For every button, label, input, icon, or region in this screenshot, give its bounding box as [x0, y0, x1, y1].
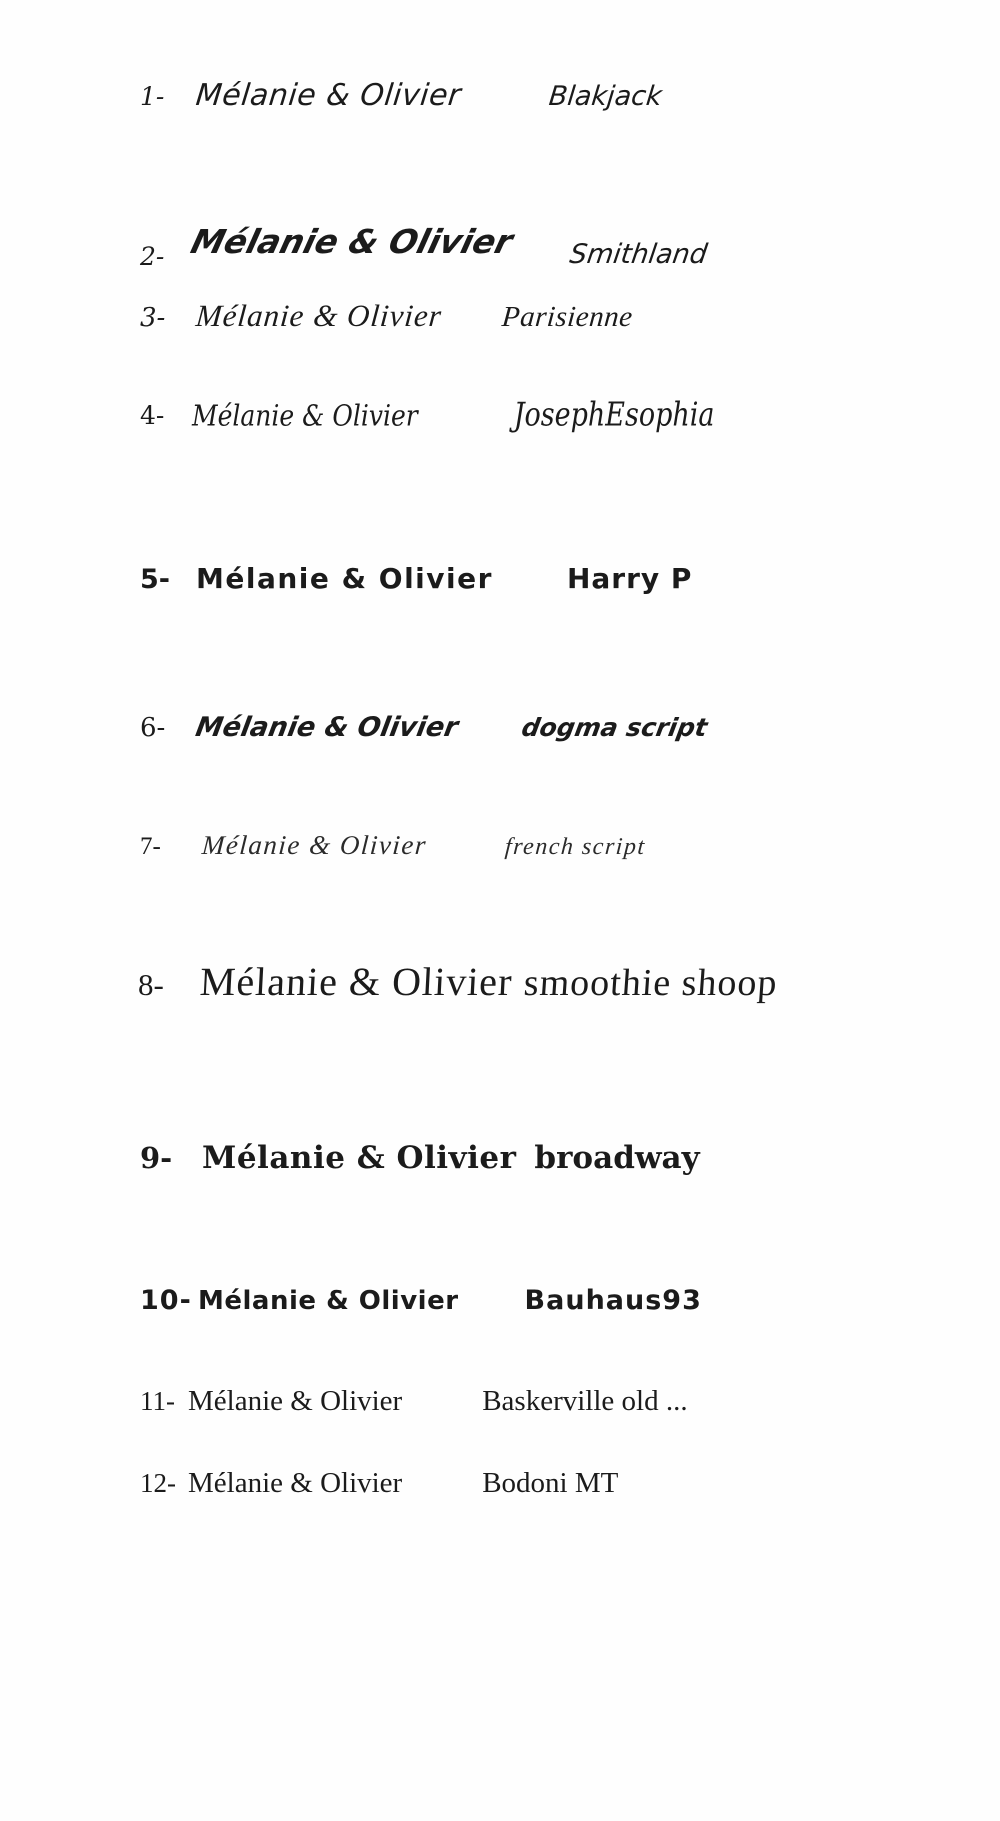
row-number: 1- — [140, 82, 165, 111]
sample-text: Mélanie & Olivier — [200, 830, 429, 860]
font-name-label: smoothie shoop — [523, 962, 780, 1004]
row-number: 7- — [140, 833, 161, 860]
sample-text: Mélanie & Olivier — [202, 1140, 517, 1176]
row-number: 5- — [140, 564, 170, 595]
row-number: 2- — [140, 242, 165, 271]
font-sample-row — [140, 396, 715, 435]
font-name-label: Baskerville old ... — [482, 1385, 688, 1417]
font-name-label: Parisienne — [500, 301, 635, 333]
sample-text: Mélanie & Olivier — [196, 562, 493, 595]
sample-text: Mélanie & Olivier — [198, 959, 514, 1004]
font-name-label: dogma script — [519, 713, 710, 742]
font-name-label: Smithland — [567, 239, 710, 270]
font-name-label: JosephEsophia — [513, 396, 715, 435]
font-sample-row — [140, 830, 646, 861]
sample-text: Mélanie & Olivier — [198, 1286, 459, 1316]
font-sample-row — [140, 1140, 700, 1176]
font-name-label: french script — [504, 834, 647, 860]
sample-text: Mélanie & Olivier — [188, 1467, 403, 1499]
row-number: 11- — [140, 1386, 175, 1416]
row-number: 8- — [138, 967, 164, 1002]
font-sample-row — [140, 78, 662, 113]
row-number: 3- — [140, 303, 166, 333]
font-name-label: broadway — [534, 1140, 700, 1176]
sample-text: Mélanie & Olivier — [194, 78, 463, 113]
sample-text: Mélanie & Olivier — [194, 298, 444, 333]
sample-text: Mélanie & Olivier — [188, 1385, 403, 1417]
sample-text: Mélanie & Olivier — [192, 398, 418, 433]
row-number: 12- — [140, 1468, 176, 1498]
font-name-label: Bodoni MT — [482, 1467, 619, 1499]
row-number: 10- — [140, 1285, 192, 1316]
font-sample-row — [140, 1467, 618, 1500]
font-sample-row — [140, 1385, 688, 1418]
sample-text: Mélanie & Olivier — [193, 712, 461, 743]
font-sample-row — [138, 958, 778, 1005]
row-number: 6- — [140, 713, 166, 743]
row-number: 4- — [140, 401, 165, 430]
font-sample-row — [140, 298, 633, 334]
font-name-label: Bauhaus93 — [524, 1285, 702, 1316]
font-sample-row — [140, 222, 710, 271]
font-sample-row — [140, 712, 710, 743]
row-number: 9- — [140, 1141, 173, 1175]
sample-text: Mélanie & Olivier — [187, 222, 517, 261]
font-sample-row — [140, 1285, 702, 1316]
font-sample-row — [140, 562, 692, 595]
font-name-label: Blakjack — [547, 81, 664, 112]
font-name-label: Harry P — [566, 562, 693, 595]
